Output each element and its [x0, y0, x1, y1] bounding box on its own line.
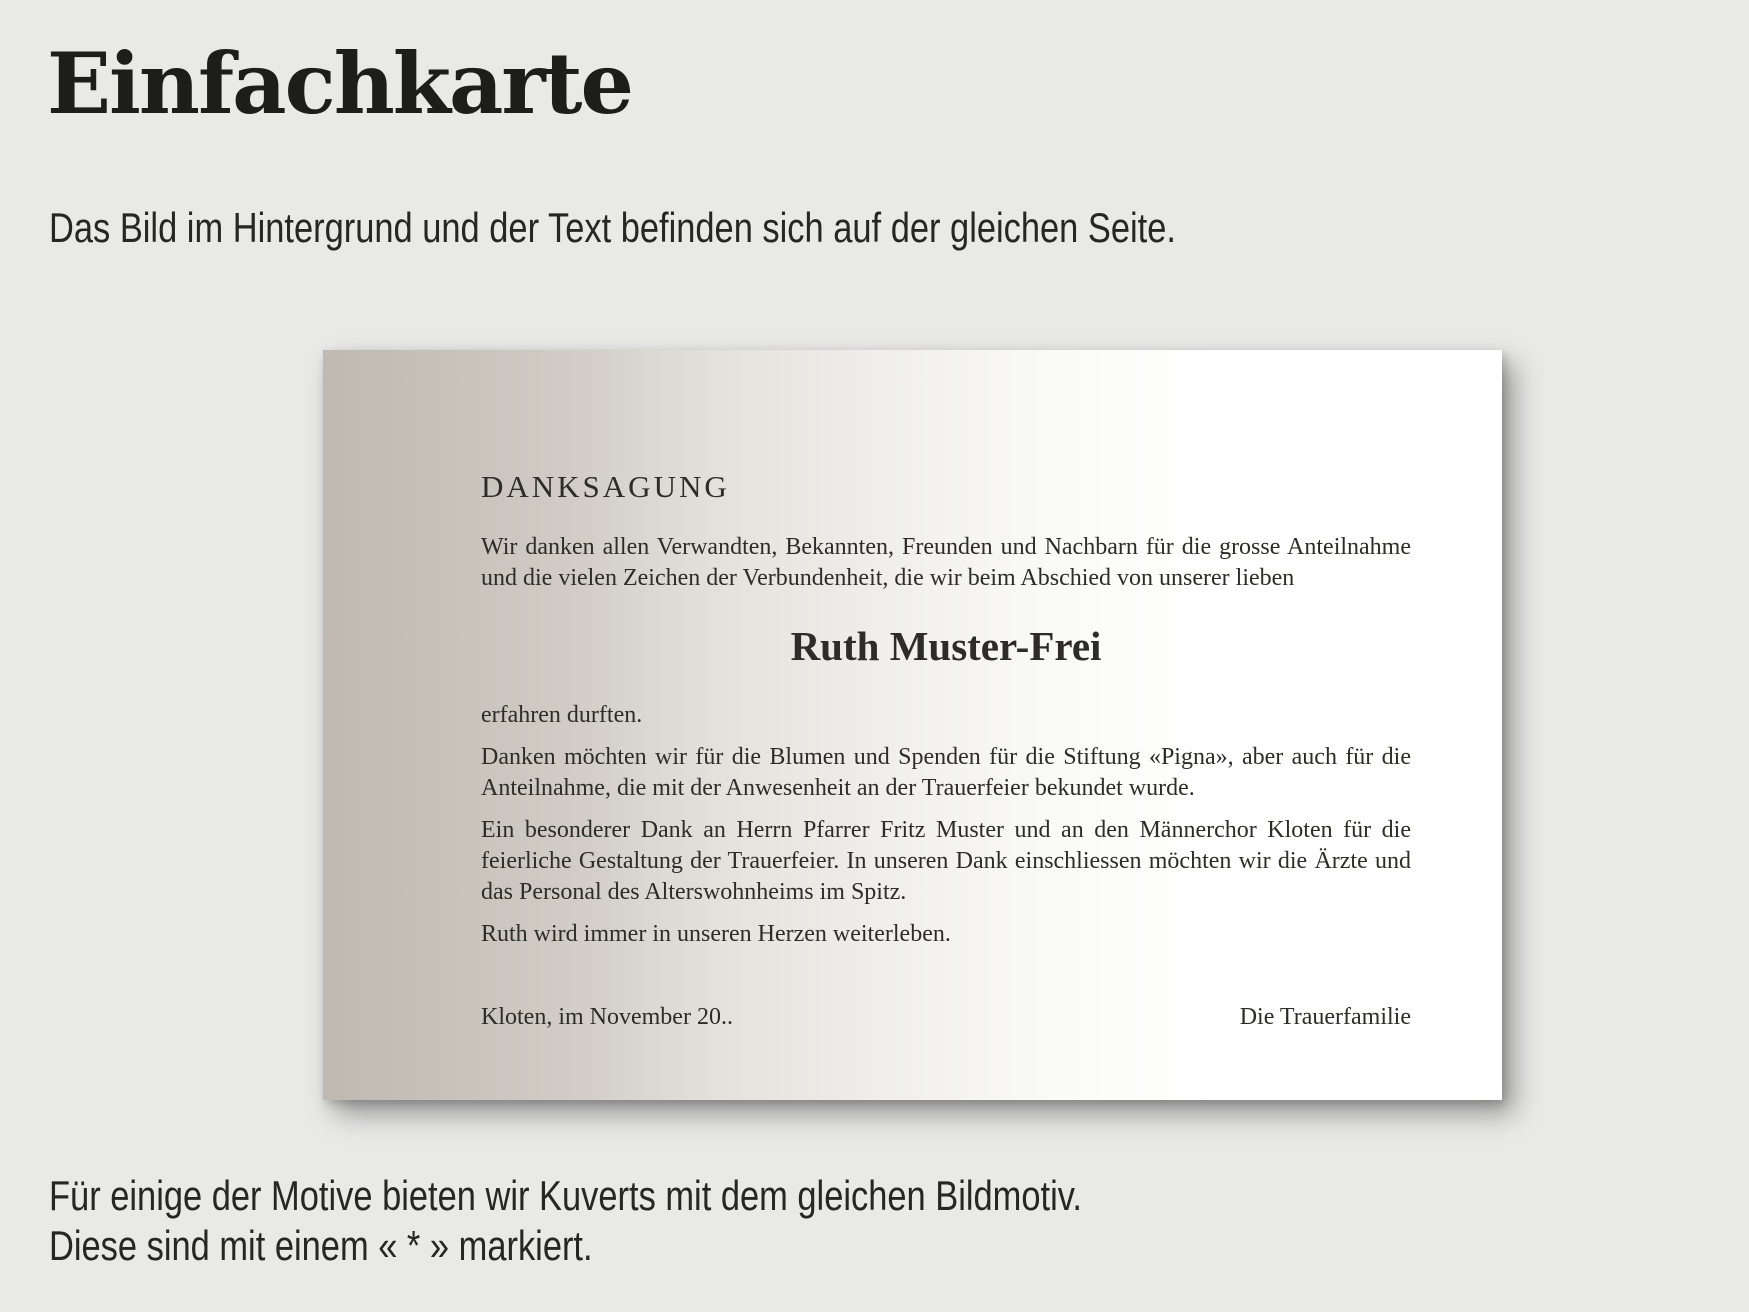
- card-paragraph-flowers: Danken möchten wir für die Blumen und Spenden für die Stiftung «Pigna», aber auch für die Anteilnahme, die mit der Anwesenheit an der Trauerfeier bekundet wurde.: [481, 744, 1411, 801]
- signature: Die Trauerfamilie: [1239, 1004, 1411, 1030]
- place-date: Kloten, im November 20..: [481, 1004, 733, 1030]
- card-text-block: [481, 468, 1411, 1033]
- memorial-card-preview: [323, 350, 1502, 1100]
- card-footer-row: [481, 1002, 1411, 1033]
- page-subtitle-text: Das Bild im Hintergrund und der Text befinden sich auf der gleichen Seite.: [49, 204, 1176, 251]
- footer-line-2-text: Diese sind mit einem « * » markiert.: [49, 1222, 593, 1269]
- deceased-name: Ruth Muster-Frei: [790, 623, 1102, 669]
- card-paragraph-intro: Wir danken allen Verwandten, Bekannten, Freunden und Nachbarn für die grosse Anteilnahme und die vielen Zeichen der Verbundenheit, die wir beim Abschied von unserer lieben: [481, 534, 1411, 591]
- card-heading: DANKSAGUNG: [481, 469, 730, 504]
- footer-line-1: [49, 1172, 1309, 1220]
- footer-line-1-text: Für einige der Motive bieten wir Kuverts mit dem gleichen Bildmotiv.: [49, 1172, 1082, 1219]
- footer-line-2: [49, 1222, 712, 1270]
- card-paragraph-memory: Ruth wird immer in unseren Herzen weiterleben.: [481, 921, 951, 947]
- page-subtitle: [49, 204, 1423, 252]
- card-paragraph-thanks: Ein besonderer Dank an Herrn Pfarrer Fritz Muster und an den Männerchor Kloten für die feierliche Gestaltung der Trauerfeier. In unseren Dank einschliessen möchten wir die Ärzte und das Personal des Alterswohnheims im Spitz.: [481, 817, 1411, 905]
- page-title: Einfachkarte: [47, 34, 632, 133]
- card-paragraph-after-name: erfahren durften.: [481, 702, 643, 728]
